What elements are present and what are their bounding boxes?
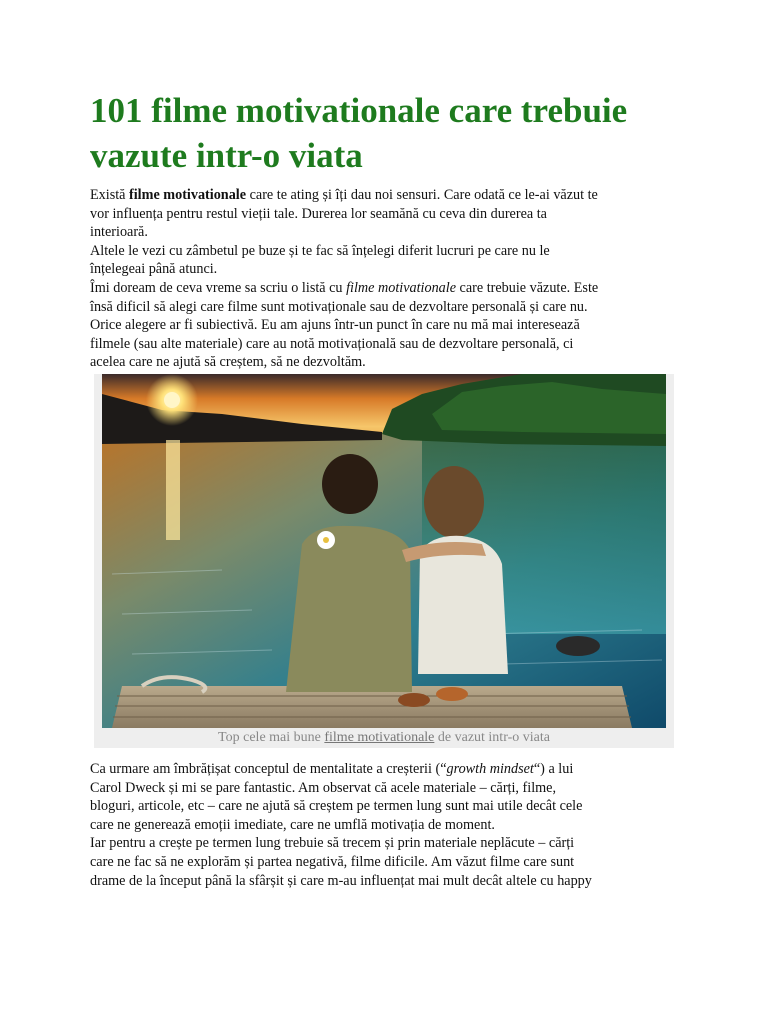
text-line: acelea care ne ajută să creștem, să ne dezvoltăm. <box>90 354 366 371</box>
text-line: care ne generează emoții imediate, care ne umflă motivația de moment. <box>90 816 495 833</box>
text-line: bloguri, articole, etc – care ne ajută să creștem pe termen lung sunt mai utile decât cele <box>90 798 583 815</box>
text-line <box>90 760 680 779</box>
page-title <box>90 88 690 178</box>
title-line-2: vazute intr-o viata <box>90 136 363 175</box>
second-paragraph <box>90 760 680 890</box>
text-line <box>90 279 680 298</box>
text-line: înțelegeai până atunci. <box>90 261 218 278</box>
text-run: Ca urmare am îmbrățișat conceptul de mentalitate a creșterii (“ <box>90 761 447 777</box>
text-line <box>90 186 680 205</box>
caption-text: de vazut intr-o viata <box>434 730 550 745</box>
bold-keyword: filme motivationale <box>129 187 247 203</box>
image-caption <box>94 728 674 748</box>
italic-keyword: growth mindset <box>446 761 534 777</box>
text-line: care ne fac să ne explorăm și partea negativă, filme dificile. Am văzut filme care sunt <box>90 853 575 870</box>
caption-link[interactable]: filme motivationale <box>324 730 435 745</box>
intro-paragraph <box>90 186 680 372</box>
text-run: Îmi doream de ceva vreme sa scriu o listă cu <box>90 279 347 296</box>
text-line: Iar pentru a crește pe termen lung trebuie să trecem și prin materiale neplăcute – cărți <box>90 835 575 852</box>
text-line: însă dificil să alegi care filme sunt motivaționale sau de dezvoltare personală și care nu. <box>90 298 588 315</box>
text-run: Există <box>90 187 130 203</box>
text-line: Orice alegere ar fi subiectivă. Eu am ajuns într-un punct în care nu mă mai interesează <box>90 317 580 334</box>
caption-text: Top cele mai bune <box>218 730 325 745</box>
text-line: Altele le vezi cu zâmbetul pe buze și te fac să înțelegi diferit lucruri pe care nu le <box>90 242 550 259</box>
italic-keyword: filme motivationale <box>346 279 456 296</box>
text-line: drame de la început până la sfârșit și care m-au influențat mai mult decât altele cu happy <box>90 872 592 889</box>
text-line: interioară. <box>90 224 148 241</box>
children-on-dock-photo <box>102 374 666 728</box>
text-run: care te ating și îți dau noi sensuri. Care odată ce le-ai văzut te <box>246 187 598 203</box>
text-line: Carol Dweck și mi se pare fantastic. Am observat că acele materiale – cărți, filme, <box>90 779 557 796</box>
image-figure <box>94 374 674 748</box>
text-run: care trebuie văzute. Este <box>456 279 599 296</box>
text-line: vor influența pentru restul vieții tale. Durerea lor seamănă cu ceva din durerea ta <box>90 205 547 222</box>
title-line-1: 101 filme motivationale care trebuie <box>90 91 628 130</box>
text-run: “) a lui <box>533 761 574 777</box>
text-line: filmele (sau alte materiale) care au notă motivațională sau de dezvoltare personală, ci <box>90 335 574 352</box>
